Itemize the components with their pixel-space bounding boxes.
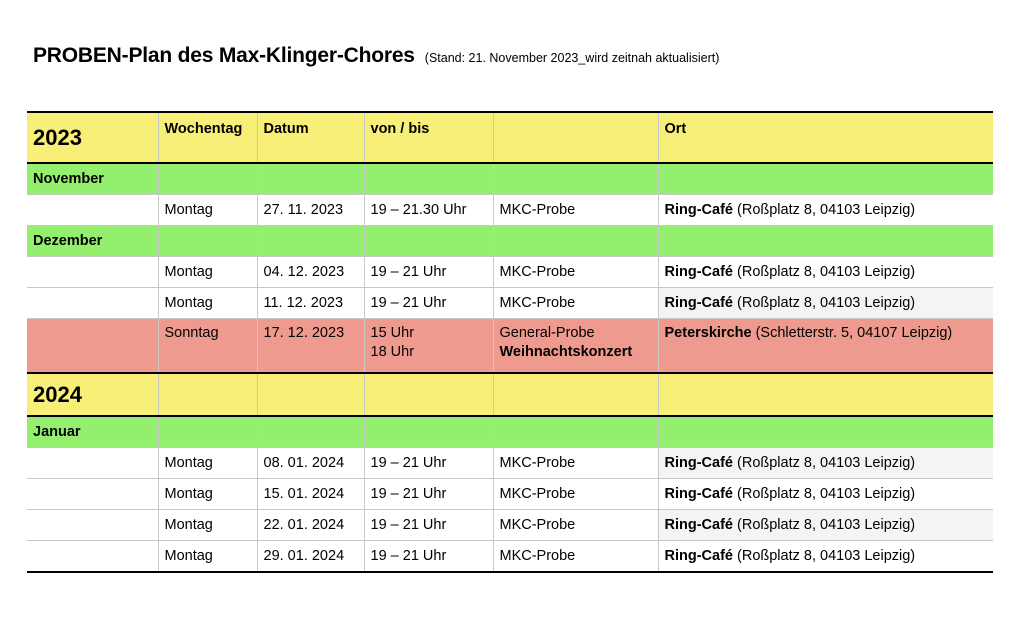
location-cell [658,448,993,479]
time-cell: 19 – 21 Uhr [364,288,493,319]
year-header-row [27,112,993,163]
event-cell: MKC-Probe [493,479,658,510]
month-label: Dezember [27,226,158,257]
month-label: November [27,163,158,195]
weekday-cell: Montag [158,541,257,573]
table-row [27,479,993,510]
date-cell: 22. 01. 2024 [257,510,364,541]
location-cell [658,479,993,510]
time-line-2: 18 Uhr [370,344,415,360]
column-header-ort: Ort [658,112,993,163]
event-cell: MKC-Probe [493,288,658,319]
location-name: Ring-Café [664,202,733,218]
concert-row [27,319,993,374]
weekday-cell: Sonntag [158,319,257,374]
event-cell: MKC-Probe [493,195,658,226]
date-cell: 29. 01. 2024 [257,541,364,573]
weekday-cell: Montag [158,195,257,226]
event-line-2: Weihnachtskonzert [499,344,633,360]
rehearsal-schedule-table [27,111,993,573]
month-row [27,226,993,257]
column-header-art [493,112,658,163]
table-row [27,448,993,479]
location-cell [658,288,993,319]
location-name: Ring-Café [664,295,733,311]
date-cell: 27. 11. 2023 [257,195,364,226]
status-note: (Stand: 21. November 2023_wird zeitnah aktualisiert) [424,51,720,65]
table-row [27,541,993,573]
month-label: Januar [27,416,158,448]
time-cell: 19 – 21.30 Uhr [364,195,493,226]
location-address: (Roßplatz 8, 04103 Leipzig) [732,264,916,280]
column-header-datum: Datum [257,112,364,163]
column-header-wochentag: Wochentag [158,112,257,163]
location-address: (Roßplatz 8, 04103 Leipzig) [732,548,916,564]
location-address: (Roßplatz 8, 04103 Leipzig) [732,202,916,218]
date-cell: 17. 12. 2023 [257,319,364,374]
time-cell: 19 – 21 Uhr [364,448,493,479]
table-row [27,257,993,288]
date-cell: 11. 12. 2023 [257,288,364,319]
location-address: (Roßplatz 8, 04103 Leipzig) [732,486,916,502]
location-cell [658,257,993,288]
time-cell: 19 – 21 Uhr [364,510,493,541]
location-name: Ring-Café [664,486,733,502]
weekday-cell: Montag [158,448,257,479]
location-cell [658,195,993,226]
weekday-cell: Montag [158,288,257,319]
location-cell [658,510,993,541]
location-name: Ring-Café [664,517,733,533]
time-cell: 19 – 21 Uhr [364,541,493,573]
location-name: Ring-Café [664,548,733,564]
location-name: Ring-Café [664,264,733,280]
time-cell [364,319,493,374]
date-cell: 08. 01. 2024 [257,448,364,479]
event-cell: MKC-Probe [493,541,658,573]
month-row [27,163,993,195]
weekday-cell: Montag [158,479,257,510]
location-address: (Roßplatz 8, 04103 Leipzig) [732,517,916,533]
time-cell: 19 – 21 Uhr [364,257,493,288]
page-title: PROBEN-Plan des Max-Klinger-Chores [33,44,415,67]
time-line-1: 15 Uhr [370,325,415,341]
location-cell [658,541,993,573]
event-cell [493,319,658,374]
location-address: (Schletterstr. 5, 04107 Leipzig) [751,325,953,341]
year-header-row [27,373,993,416]
event-cell: MKC-Probe [493,448,658,479]
time-cell: 19 – 21 Uhr [364,479,493,510]
location-name: Peterskirche [664,325,752,341]
table-row [27,510,993,541]
table-row [27,288,993,319]
date-cell: 04. 12. 2023 [257,257,364,288]
year-label: 2023 [27,112,158,163]
location-name: Ring-Café [664,455,733,471]
event-line-1: General-Probe [499,325,595,341]
date-cell: 15. 01. 2024 [257,479,364,510]
month-row [27,416,993,448]
event-cell: MKC-Probe [493,510,658,541]
column-header-zeit: von / bis [364,112,493,163]
location-address: (Roßplatz 8, 04103 Leipzig) [732,295,916,311]
weekday-cell: Montag [158,510,257,541]
location-address: (Roßplatz 8, 04103 Leipzig) [732,455,916,471]
document-title-block [33,44,719,68]
location-cell [658,319,993,374]
event-cell: MKC-Probe [493,257,658,288]
table-row [27,195,993,226]
year-label: 2024 [27,373,158,416]
weekday-cell: Montag [158,257,257,288]
